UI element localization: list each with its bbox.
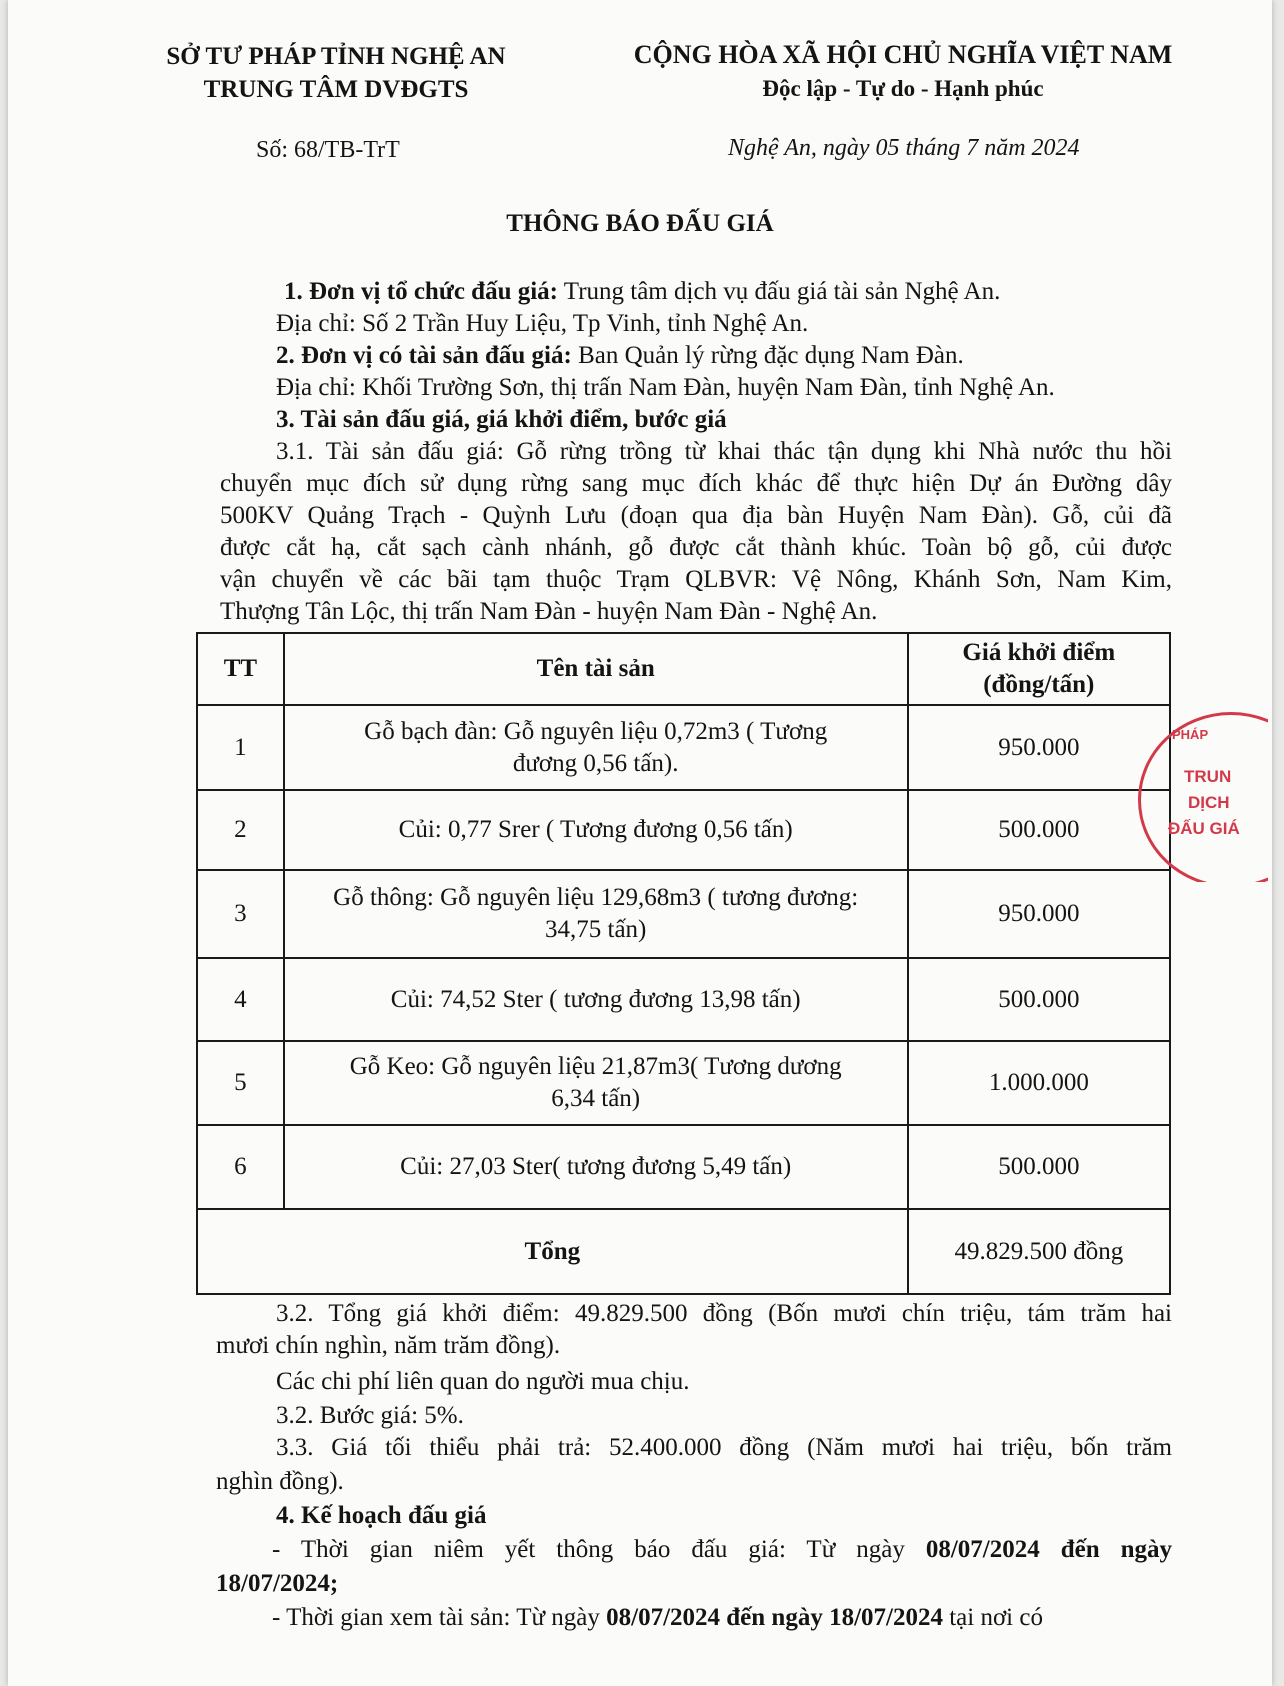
row-tt: 1 bbox=[197, 705, 284, 790]
section-3-1-line-4: được cắt hạ, cắt sạch cành nhánh, gỗ được cắt thành khúc. Toàn bộ gỗ, củi được bbox=[220, 534, 1172, 561]
item-2-dates: 08/07/2024 đến ngày 18/07/2024 bbox=[606, 1604, 943, 1631]
row-tt: 3 bbox=[197, 870, 284, 958]
item-2-text: - Thời gian xem tài sản: Từ ngày bbox=[272, 1604, 607, 1631]
issuer-department: SỞ TƯ PHÁP TỈNH NGHỆ AN bbox=[166, 43, 506, 70]
item-2-tail: tại nơi có bbox=[942, 1604, 1043, 1631]
total-value: 49.829.500 đồng bbox=[908, 1209, 1170, 1294]
row-asset-name bbox=[284, 1041, 908, 1125]
country-name: CỘNG HÒA XÃ HỘI CHỦ NGHĨA VIỆT NAM bbox=[633, 40, 1173, 69]
seal-text-3: DỊCH bbox=[1188, 793, 1230, 812]
row-asset-name-line-1: Gỗ Keo: Gỗ nguyên liệu 21,87m3( Tương dương bbox=[349, 1053, 842, 1080]
table-row bbox=[197, 958, 1170, 1041]
red-seal bbox=[1138, 712, 1268, 882]
row-price: 500.000 bbox=[908, 1125, 1170, 1209]
costs-note: Các chi phí liên quan do người mua chịu. bbox=[276, 1368, 690, 1395]
bid-step: 3.2. Bước giá: 5%. bbox=[276, 1402, 464, 1429]
section-3-1-line-6: Thượng Tân Lộc, thị trấn Nam Đàn - huyện Nam Đàn - Nghệ An. bbox=[220, 598, 878, 625]
table-total-row bbox=[197, 1209, 1170, 1294]
section-4-item-2 bbox=[272, 1602, 1043, 1634]
item-1-text: - Thời gian niêm yết thông báo đấu giá: Từ ngày bbox=[272, 1536, 926, 1563]
section-4-heading: 4. Kế hoạch đấu giá bbox=[276, 1502, 487, 1529]
row-tt: 2 bbox=[197, 790, 284, 870]
document-number: Số: 68/TB-TrT bbox=[256, 137, 400, 163]
row-price: 500.000 bbox=[908, 790, 1170, 870]
section-1-label: 1. Đơn vị tổ chức đấu giá: bbox=[284, 278, 558, 305]
total-label: Tổng bbox=[197, 1209, 908, 1294]
section-3-1-line-1: 3.1. Tài sản đấu giá: Gỗ rừng trồng từ khai thác tận dụng khi Nhà nước thu hồi bbox=[276, 438, 1172, 465]
section-3-heading: 3. Tài sản đấu giá, giá khởi điểm, bước giá bbox=[276, 406, 727, 433]
row-asset-name: Củi: 74,52 Ster ( tương đương 13,98 tấn) bbox=[284, 958, 908, 1041]
row-price: 950.000 bbox=[908, 705, 1170, 790]
issuer-block bbox=[146, 40, 526, 106]
section-3-3-line-2: nghìn đồng). bbox=[216, 1468, 344, 1495]
section-3-2-line-2: mươi chín nghìn, năm trăm đồng). bbox=[216, 1332, 561, 1359]
seal-text-4: ĐẤU GIÁ bbox=[1168, 819, 1240, 838]
header-price-label: Giá khởi điểm bbox=[962, 639, 1116, 666]
table-row bbox=[197, 705, 1170, 790]
row-asset-name-line-2: 6,34 tấn) bbox=[551, 1085, 641, 1112]
section-2-address: Địa chỉ: Khối Trường Sơn, thị trấn Nam Đàn, huyện Nam Đàn, tỉnh Nghệ An. bbox=[276, 374, 1055, 401]
document-title: THÔNG BÁO ĐẤU GIÁ bbox=[506, 210, 774, 237]
row-asset-name-line-1: Gỗ thông: Gỗ nguyên liệu 129,68m3 ( tương đương: bbox=[333, 884, 859, 911]
section-3-1-line-2: chuyển mục đích sử dụng rừng sang mục đích khác để thực hiện Dự án Đường dây bbox=[220, 470, 1172, 497]
section-2-label: 2. Đơn vị có tài sản đấu giá: bbox=[276, 342, 572, 369]
national-motto-block bbox=[588, 38, 1218, 106]
asset-table bbox=[196, 632, 1171, 1295]
issuer-center: TRUNG TÂM DVĐGTS bbox=[203, 76, 469, 103]
document-date: Nghệ An, ngày 05 tháng 7 năm 2024 bbox=[728, 135, 1080, 161]
header-asset-name: Tên tài sản bbox=[284, 633, 908, 705]
row-asset-name: Củi: 27,03 Ster( tương đương 5,49 tấn) bbox=[284, 1125, 908, 1209]
section-3-3-line-1: 3.3. Giá tối thiểu phải trả: 52.400.000 đồng (Năm mươi hai triệu, bốn trăm bbox=[276, 1434, 1172, 1461]
table-header-row bbox=[197, 633, 1170, 705]
row-asset-name-line-1: Gỗ bạch đàn: Gỗ nguyên liệu 0,72m3 ( Tương bbox=[364, 717, 828, 745]
row-tt: 5 bbox=[197, 1041, 284, 1125]
row-price: 950.000 bbox=[908, 870, 1170, 958]
section-2-value: Ban Quản lý rừng đặc dụng Nam Đàn. bbox=[571, 342, 964, 369]
row-tt: 4 bbox=[197, 958, 284, 1041]
section-1-address: Địa chỉ: Số 2 Trần Huy Liệu, Tp Vinh, tỉnh Nghệ An. bbox=[276, 310, 809, 337]
section-1-organizer bbox=[284, 276, 1000, 308]
header-starting-price bbox=[908, 633, 1170, 705]
row-price: 1.000.000 bbox=[908, 1041, 1170, 1125]
row-asset-name bbox=[284, 705, 908, 790]
seal-text-1: PHÁP bbox=[1172, 727, 1209, 742]
row-asset-name bbox=[284, 870, 908, 958]
section-3-2-line-1: 3.2. Tổng giá khởi điểm: 49.829.500 đồng (Bốn mươi chín triệu, tám trăm hai bbox=[276, 1300, 1172, 1327]
table-row bbox=[197, 1125, 1170, 1209]
header-price-unit: (đồng/tấn) bbox=[983, 671, 1095, 698]
section-1-value: Trung tâm dịch vụ đấu giá tài sản Nghệ An. bbox=[558, 278, 1001, 305]
row-tt: 6 bbox=[197, 1125, 284, 1209]
motto: Độc lập - Tự do - Hạnh phúc bbox=[762, 76, 1044, 101]
item-1-dates: 08/07/2024 đến ngày bbox=[925, 1536, 1172, 1563]
table-row bbox=[197, 1041, 1170, 1125]
section-3-1-line-3: 500KV Quảng Trạch - Quỳnh Lưu (đoạn qua địa bàn Huyện Nam Đàn). Gỗ, củi đã bbox=[220, 502, 1172, 529]
section-3-1-line-5: vận chuyển về các bãi tạm thuộc Trạm QLBVR: Vệ Nông, Khánh Sơn, Nam Kim, bbox=[220, 566, 1172, 593]
row-asset-name-line-2: 34,75 tấn) bbox=[545, 916, 647, 943]
row-asset-name: Củi: 0,77 Srer ( Tương đương 0,56 tấn) bbox=[284, 790, 908, 870]
row-asset-name-line-2: đương 0,56 tấn). bbox=[512, 749, 679, 777]
table-row bbox=[197, 870, 1170, 958]
section-4-item-1-line-1 bbox=[272, 1534, 1172, 1566]
section-2-owner bbox=[276, 340, 964, 372]
row-price: 500.000 bbox=[908, 958, 1170, 1041]
header-tt: TT bbox=[197, 633, 284, 705]
table-row bbox=[197, 790, 1170, 870]
document-page bbox=[8, 0, 1272, 1686]
seal-text-2: TRUN bbox=[1184, 767, 1232, 786]
section-4-item-1-line-2: 18/07/2024; bbox=[216, 1570, 339, 1597]
